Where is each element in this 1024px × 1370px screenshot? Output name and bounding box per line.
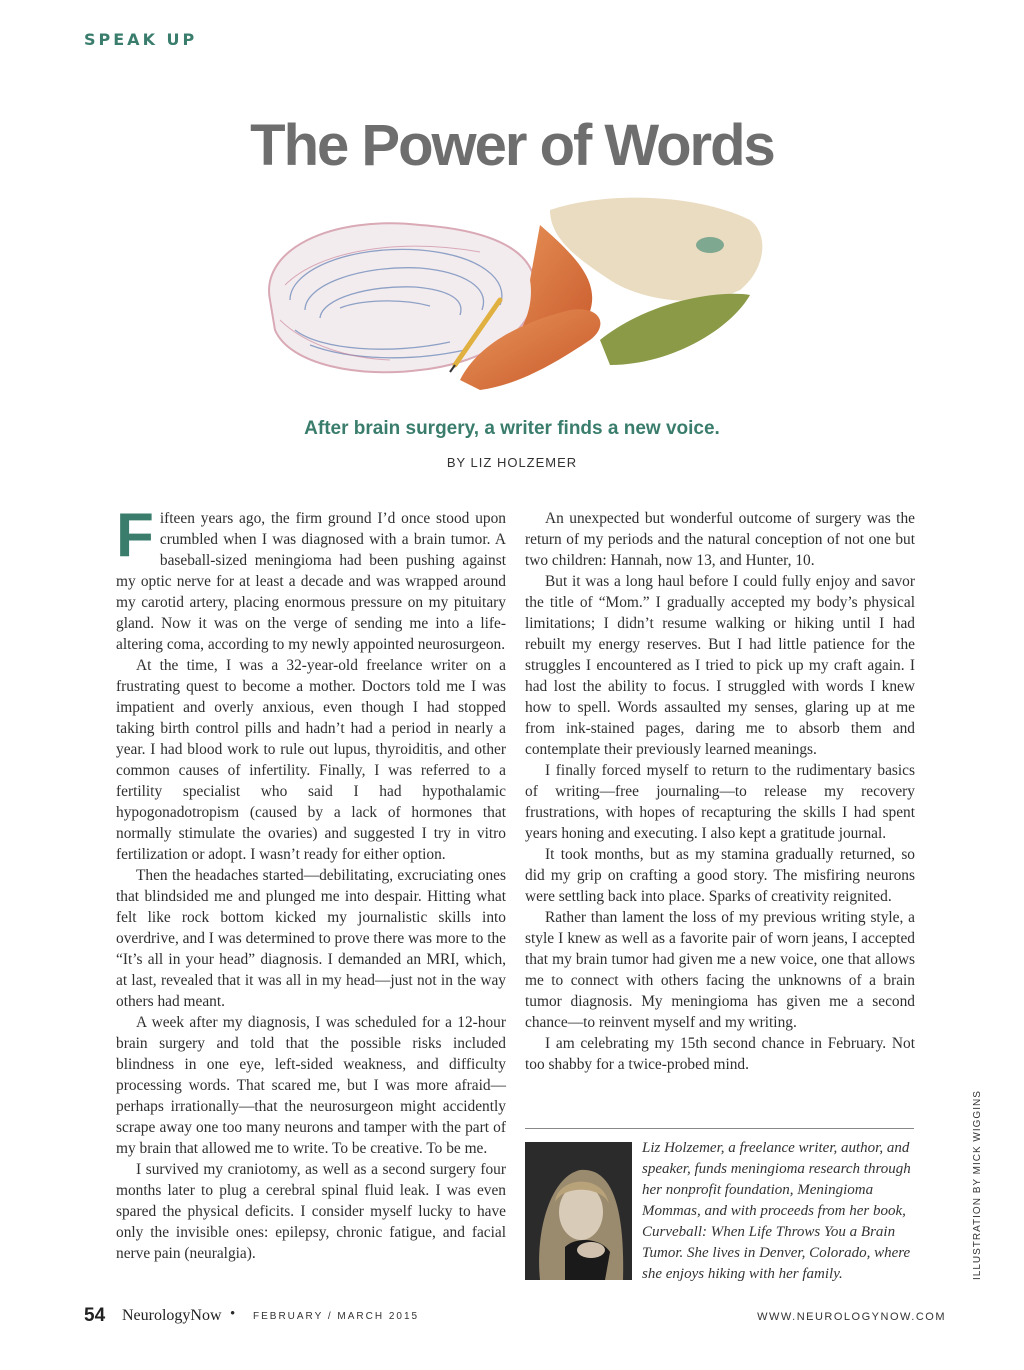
paragraph: It took months, but as my stamina gradually returned, so did my grip on crafting a good story. The misfiring neurons were settling back into place. Sparks of creativity reignited.: [525, 846, 915, 905]
paragraph: Rather than lament the loss of my previous writing style, a style I knew as well as a favorite pair of worn jeans, I accepted that my brain tumor had given me a new voice, one that allows me to connect with others facing the unknowns of a brain tumor diagnosis. My meningioma has given me a second chance—to reinvent myself and my writing.: [525, 909, 915, 1031]
article-column-right: [525, 508, 915, 1075]
paragraph: A week after my diagnosis, I was scheduled for a 12-hour brain surgery and told that the possible risks included blindness in one eye, left-sided weakness, and difficulty processing words. That scared me, but I was more afraid—perhaps irrationally—that the neurosurgeon might accidently scrape away one too many neurons and tamper with the part of my brain that allowed me to write. To be creative. To be me.: [116, 1014, 506, 1157]
byline: BY LIZ HOLZEMER: [446, 455, 578, 470]
website-url: WWW.NEUROLOGYNOW.COM: [757, 1311, 946, 1323]
page-number: 54: [84, 1305, 106, 1326]
author-bio: Liz Holzemer, a freelance writer, author, and speaker, funds meningioma research through her nonprofit foundation, Meningioma Mommas, and with proceeds from her book, Curveball: When Life Throws You a Brain Tumor. She lives in Denver, Colorado, where she enjoys hiking with her family.: [642, 1140, 911, 1282]
brain-writing-illustration: [250, 190, 780, 400]
illustration-credit: ILLUSTRATION BY MICK WIGGINS: [972, 1090, 983, 1280]
paragraph: An unexpected but wonderful outcome of surgery was the return of my periods and the natural conception of not one but two children: Hannah, now 13, and Hunter, 10.: [525, 510, 915, 569]
paragraph: I survived my craniotomy, as well as a second surgery four months later to plug a cerebral spinal fluid leak. I was even spared the physical deficits. I consider myself lucky to have only the invisible ones: epilepsy, chronic fatigue, and facial nerve pain (neuralgia).: [116, 1161, 506, 1262]
footer-bullet: •: [230, 1306, 236, 1322]
bio-divider: [525, 1128, 914, 1129]
drop-cap: F: [116, 501, 154, 570]
publication-name: NeurologyNow: [122, 1307, 222, 1324]
paragraph: I finally forced myself to return to the rudimentary basics of writing—free journaling—to release my recovery frustrations, with hopes of recapturing the skills I had spent years honing and executing. I also kept a gratitude journal.: [525, 762, 915, 842]
article-title: The Power of Words: [250, 113, 774, 178]
article-subtitle: After brain surgery, a writer finds a new voice.: [304, 418, 720, 439]
paragraph: At the time, I was a 32-year-old freelance writer on a frustrating quest to become a mother. Doctors told me I was impatient and overly anxious, even though I had stopped taking birth control pills and hadn’t had a period in nearly a year. I had blood work to rule out lupus, thyroiditis, and other common causes of infertility. Finally, I was referred to a fertility specialist who said I had hypothalamic hypogonadotropism (caused by a lack of hormones that normally stimulate the ovaries) and suggested I try in vitro fertilization or adopt. I wasn’t ready for either option.: [116, 657, 506, 863]
paragraph: But it was a long haul before I could fully enjoy and savor the title of “Mom.” I gradually accepted my body’s physical limitations; I didn’t resume walking or hiking until I had rebuilt my energy reserves. But I had little patience for the struggles I encountered as I tried to pick up my craft again. I had lost the ability to focus. I struggled with words I knew how to spell. Words assaulted my senses, glaring up at me from ink-stained pages, daring me to absorb them and contemplate their previously learned meanings.: [525, 573, 915, 758]
first-paragraph-text: ifteen years ago, the firm ground I’d once stood upon crumbled when I was diagnosed with a brain tumor. A baseball-sized meningioma had been pushing against my optic nerve for at least a decade and was wrapped around my carotid artery, placing enormous pressure on my pituitary gland. Now it was on the verge of sending me into a life-altering coma, according to my newly appointed neurosurgeon.: [116, 510, 506, 653]
article-column-left: [116, 501, 506, 1264]
first-paragraph: [116, 501, 506, 655]
issue-date: FEBRUARY / MARCH 2015: [253, 1311, 420, 1322]
page-footer: [84, 1305, 946, 1329]
section-label: SPEAK UP: [84, 30, 198, 49]
author-photo: [525, 1142, 632, 1280]
paragraph: Then the headaches started—debilitating, excruciating ones that blindsided me and plunged me into despair. Hitting what felt like rock bottom kicked my journalistic skills into overdrive, and I was determined to prove there was more to the “It’s all in your head” diagnosis. I demanded an MRI, which, at last, revealed that it was all in my head—just not in the way others had meant.: [116, 867, 506, 1010]
paragraph: I am celebrating my 15th second chance in February. Not too shabby for a twice-probed mind.: [525, 1035, 915, 1073]
